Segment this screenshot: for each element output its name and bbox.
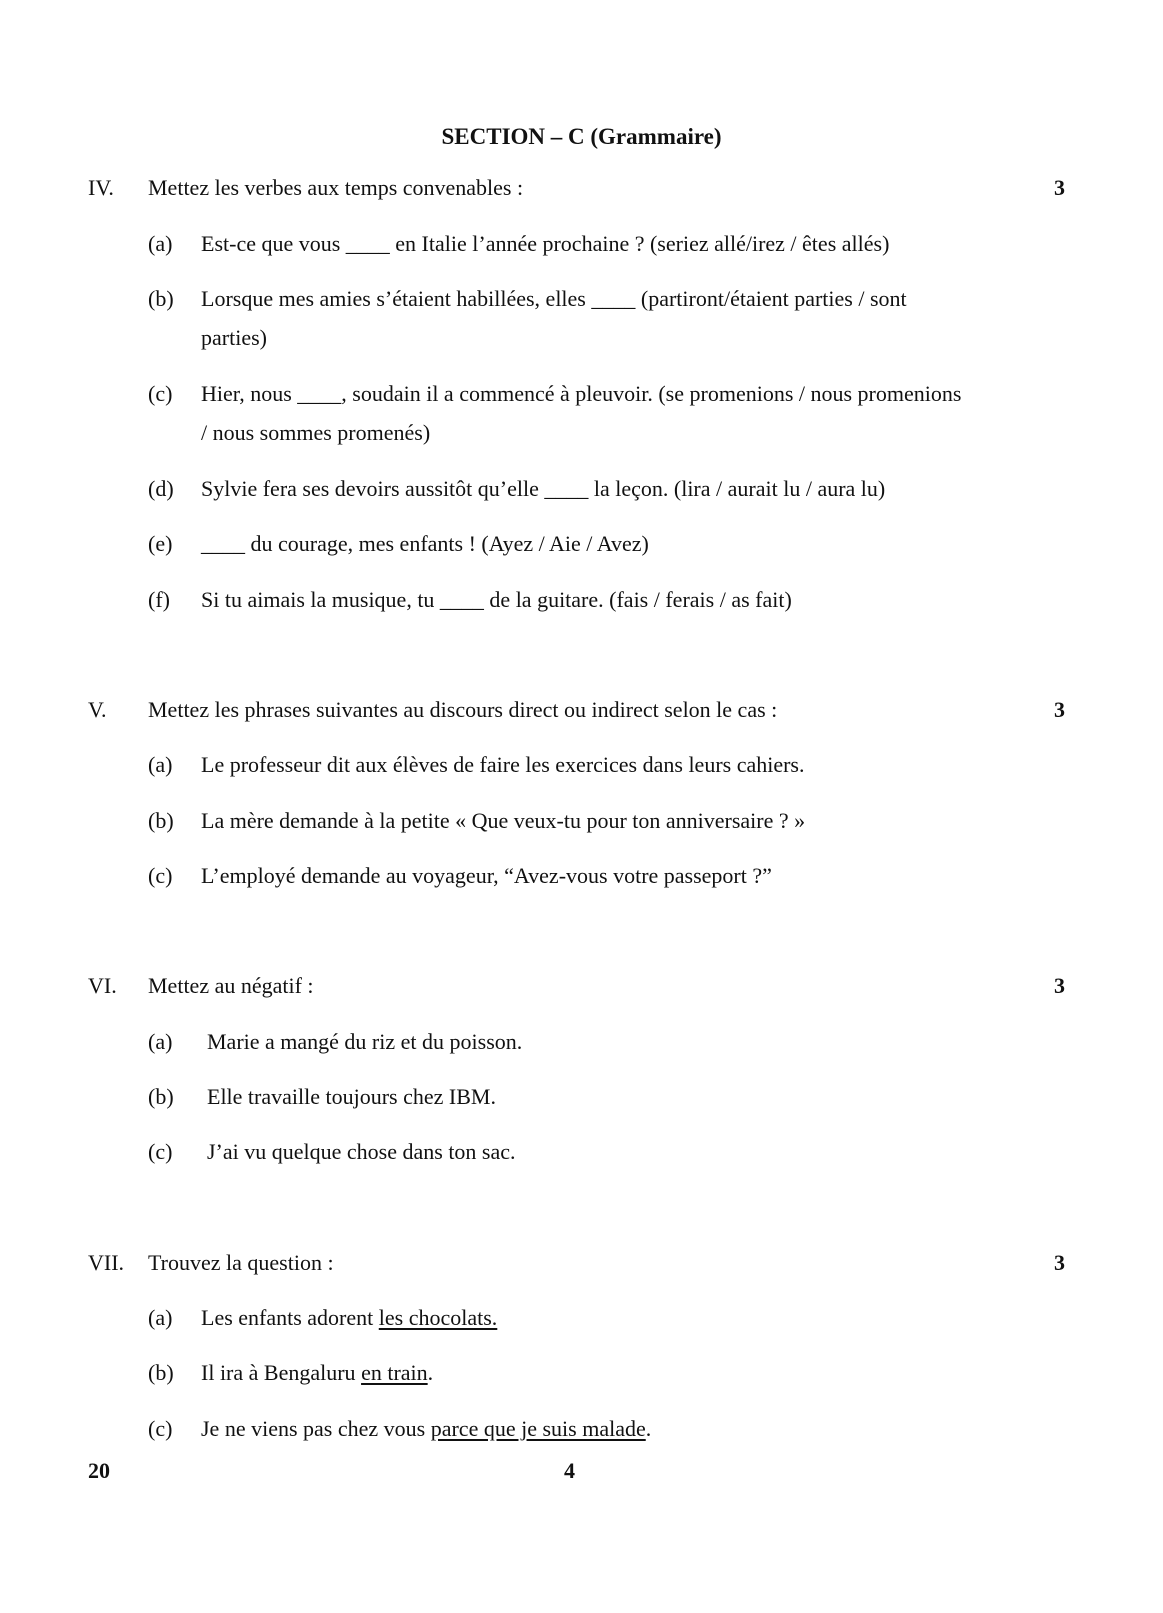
item-text: ____ du courage, mes enfants ! (Ayez / Aie / Avez) (201, 531, 649, 556)
item-label: (c) (148, 863, 173, 888)
item-label: (b) (148, 808, 174, 833)
question-number: VI. (88, 973, 117, 998)
item-text: Le professeur dit aux élèves de faire les exercices dans leurs cahiers. (201, 752, 805, 777)
question-number: IV. (88, 175, 114, 200)
page-number: 4 (564, 1458, 575, 1483)
footer-code: 20 (88, 1458, 110, 1483)
item-text: Hier, nous ____, soudain il a commencé à pleuvoir. (se promenions / nous promenions (201, 381, 962, 406)
item-label: (d) (148, 476, 174, 501)
item-text-after: . (427, 1360, 434, 1385)
item-label: (b) (148, 1360, 174, 1385)
item-label: (a) (148, 1029, 173, 1054)
item-label: (e) (148, 531, 173, 556)
item-text-plain: Je ne viens pas chez vous (201, 1416, 431, 1441)
question-number: V. (88, 697, 107, 722)
item-text-continued: / nous sommes promenés) (201, 420, 431, 445)
question-prompt: Mettez les verbes aux temps convenables : (148, 175, 524, 200)
item-text: Sylvie fera ses devoirs aussitôt qu’elle ____ la leçon. (lira / aurait lu / aura lu) (201, 476, 886, 501)
item-text-underlined: en train (361, 1360, 428, 1385)
item-label: (c) (148, 1139, 173, 1164)
section-title: SECTION – C (Grammaire) (441, 124, 722, 149)
item-text: J’ai vu quelque chose dans ton sac. (207, 1139, 516, 1164)
item-text (201, 1416, 651, 1442)
question-marks: 3 (1054, 1250, 1065, 1275)
item-text-underlined: les chocolats. (378, 1305, 498, 1330)
item-label: (b) (148, 1084, 174, 1109)
item-label: (c) (148, 1416, 173, 1441)
item-text: Est-ce que vous ____ en Italie l’année prochaine ? (seriez allé/irez / êtes allés) (201, 231, 890, 256)
question-prompt: Mettez au négatif : (148, 973, 314, 998)
item-text-continued: parties) (201, 325, 267, 350)
item-label: (b) (148, 286, 174, 311)
item-text (201, 1360, 433, 1386)
item-text: Marie a mangé du riz et du poisson. (207, 1029, 523, 1054)
item-text-underlined: parce que je suis malade (430, 1416, 646, 1441)
item-text: Si tu aimais la musique, tu ____ de la guitare. (fais / ferais / as fait) (201, 587, 792, 612)
question-prompt: Trouvez la question : (148, 1250, 334, 1275)
item-text-plain: Les enfants adorent (201, 1305, 379, 1330)
item-text-plain: Il ira à Bengaluru (201, 1360, 362, 1385)
item-label: (a) (148, 1305, 173, 1330)
item-label: (c) (148, 381, 173, 406)
item-text: La mère demande à la petite « Que veux-tu pour ton anniversaire ? » (201, 808, 806, 833)
item-label: (a) (148, 231, 173, 256)
question-marks: 3 (1054, 697, 1065, 722)
question-marks: 3 (1054, 175, 1065, 200)
item-text-after: . (645, 1416, 652, 1441)
question-number: VII. (88, 1250, 125, 1275)
item-text: Elle travaille toujours chez IBM. (207, 1084, 496, 1109)
item-text (201, 1305, 497, 1331)
item-label: (a) (148, 752, 173, 777)
item-text: L’employé demande au voyageur, “Avez-vous votre passeport ?” (201, 863, 772, 888)
item-label: (f) (148, 587, 170, 612)
question-marks: 3 (1054, 973, 1065, 998)
question-prompt: Mettez les phrases suivantes au discours direct ou indirect selon le cas : (148, 697, 778, 722)
item-text: Lorsque mes amies s’étaient habillées, elles ____ (partiront/étaient parties / sont (201, 286, 907, 311)
